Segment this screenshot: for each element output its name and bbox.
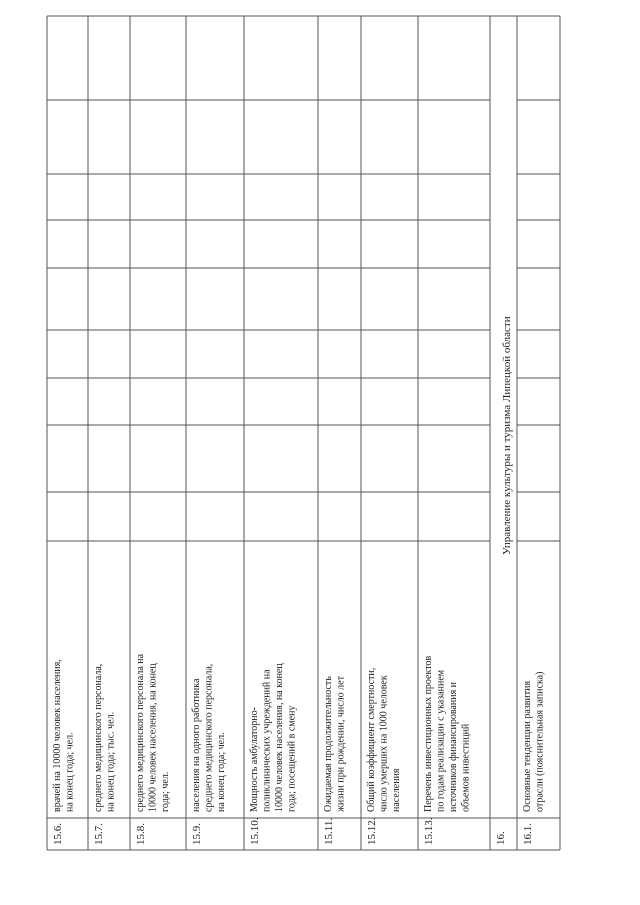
row-number: 15.8. xyxy=(135,823,147,845)
row-description-line: населения на одного работника xyxy=(191,678,202,812)
row-description-line: года; чел. xyxy=(160,771,171,812)
row-number: 15.12. xyxy=(366,817,378,845)
row-description-line: число умерших на 1000 человек xyxy=(378,675,390,812)
row-number: 16.1. xyxy=(522,823,534,845)
table-grid xyxy=(47,16,560,850)
row-description-line: врачей на 10000 человек населения, xyxy=(52,659,63,812)
row-description-line: среднего медицинского персонала на xyxy=(135,653,146,812)
row-description-line: Мощность амбулаторно- xyxy=(249,707,260,812)
row-description-line: источников финансирования и xyxy=(448,681,459,812)
row-description-line: поликлинических учреждений на xyxy=(261,669,273,812)
row-description-line: на конец года; чел. xyxy=(64,732,76,812)
row-number: 15.7. xyxy=(93,823,105,845)
row-description-line: объемов инвестиций xyxy=(460,723,472,812)
row-description-line: Перечень инвестиционных проектов xyxy=(423,655,434,812)
row-number: 15.10. xyxy=(249,817,261,845)
row-number: 15.13. xyxy=(423,817,435,845)
row-number: 16. xyxy=(495,831,507,845)
row-description-line: среднего медицинского персонала, xyxy=(93,663,104,812)
row-description-line: отрасли (пояснительная записка) xyxy=(534,671,546,812)
row-number: 15.9. xyxy=(191,823,203,845)
row-description-line: населения xyxy=(391,768,402,812)
row-description-line: года; посещений в смену xyxy=(286,705,298,812)
row-number: 15.6. xyxy=(52,823,64,845)
row-number: 15.11. xyxy=(323,817,335,845)
table-text xyxy=(52,316,546,845)
row-description-line: 10000 человек населения, на конец xyxy=(147,663,159,812)
row-description-line: Основные тенденции развития xyxy=(522,680,533,812)
row-description-line: Ожидаемая продолжительность xyxy=(323,676,334,812)
section-16-title: Управление культуры и туризма Липецкой области xyxy=(501,316,513,555)
row-description-line: Общий коэффициент смертности, xyxy=(366,667,377,812)
row-description-line: 10000 человек населения, на конец xyxy=(274,663,285,812)
row-description-line: по годам реализации с указанием xyxy=(435,669,447,812)
row-description-line: на конец года; чел. xyxy=(216,732,227,812)
row-description-line: среднего медицинского персонала, xyxy=(203,663,215,812)
row-description-line: на конец года; тыс. чел. xyxy=(105,711,117,812)
row-description-line: жизни при рождении, число лет xyxy=(335,676,347,812)
